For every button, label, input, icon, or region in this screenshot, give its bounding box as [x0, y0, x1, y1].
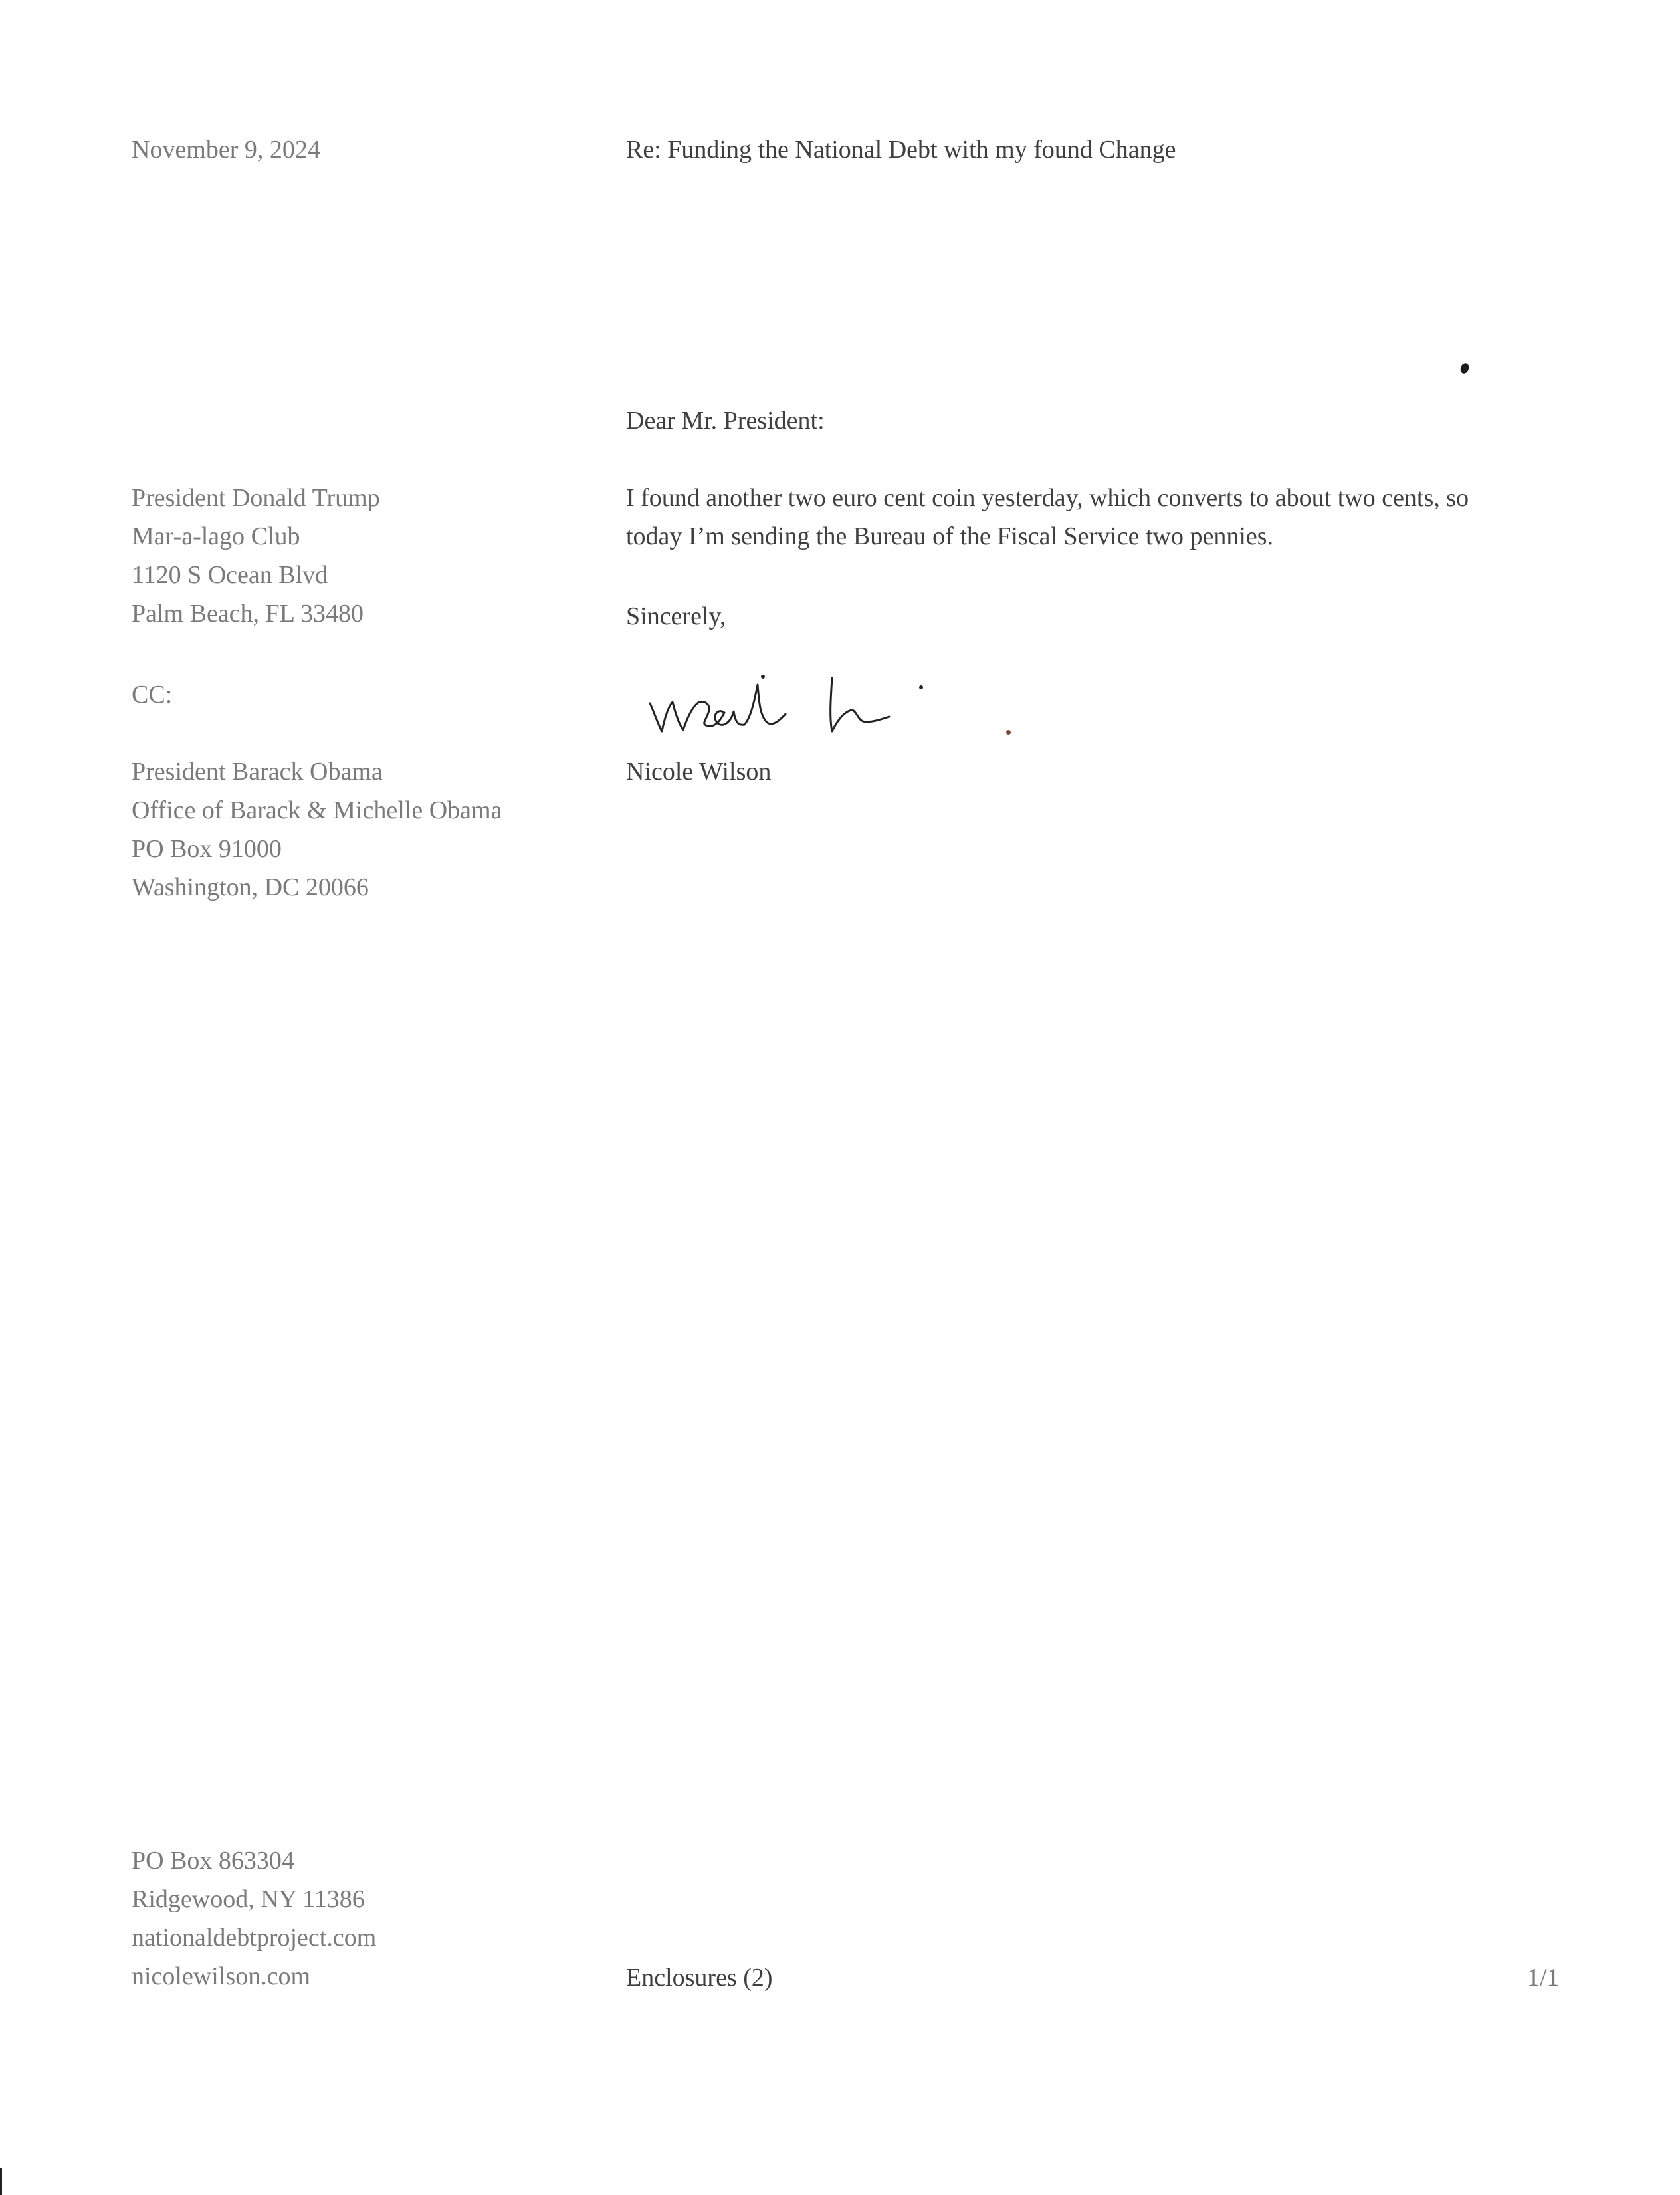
recipient-city: Palm Beach, FL 33480	[132, 600, 364, 628]
scan-edge-mark	[0, 2168, 2, 2195]
cc-label: CC:	[132, 681, 173, 709]
ink-speck	[1006, 730, 1011, 735]
recipient-address	[132, 479, 380, 633]
letter-subject: Re: Funding the National Debt with my found Change	[626, 136, 1176, 164]
ink-speck	[1459, 362, 1471, 374]
cc-recipient-address	[132, 752, 502, 907]
sender-website: nationaldebtproject.com	[132, 1924, 377, 1952]
body-line: I found another two euro cent coin yesterday, which converts to about two cents, so	[626, 484, 1469, 512]
sender-contact	[132, 1841, 376, 1996]
sender-city: Ridgewood, NY 11386	[132, 1885, 365, 1913]
body-line: today I’m sending the Bureau of the Fiscal Service two pennies.	[626, 522, 1274, 550]
recipient-street: 1120 S Ocean Blvd	[132, 561, 328, 589]
letter-body	[626, 479, 1570, 556]
recipient-name: President Donald Trump	[132, 484, 380, 512]
sender-website: nicolewilson.com	[132, 1962, 311, 1990]
sender-po-box: PO Box 863304	[132, 1847, 294, 1875]
cc-street: PO Box 91000	[132, 835, 282, 863]
recipient-organization: Mar-a-lago Club	[132, 522, 300, 550]
handwritten-signature	[645, 665, 957, 745]
enclosures-note: Enclosures (2)	[626, 1964, 773, 1992]
cc-city: Washington, DC 20066	[132, 873, 369, 901]
signer-name: Nicole Wilson	[626, 758, 772, 786]
salutation: Dear Mr. President:	[626, 407, 825, 435]
letter-date: November 9, 2024	[132, 136, 320, 164]
cc-organization: Office of Barack & Michelle Obama	[132, 796, 502, 824]
page-number: 1/1	[1527, 1964, 1560, 1992]
cc-name: President Barack Obama	[132, 758, 383, 786]
closing: Sincerely,	[626, 602, 726, 630]
